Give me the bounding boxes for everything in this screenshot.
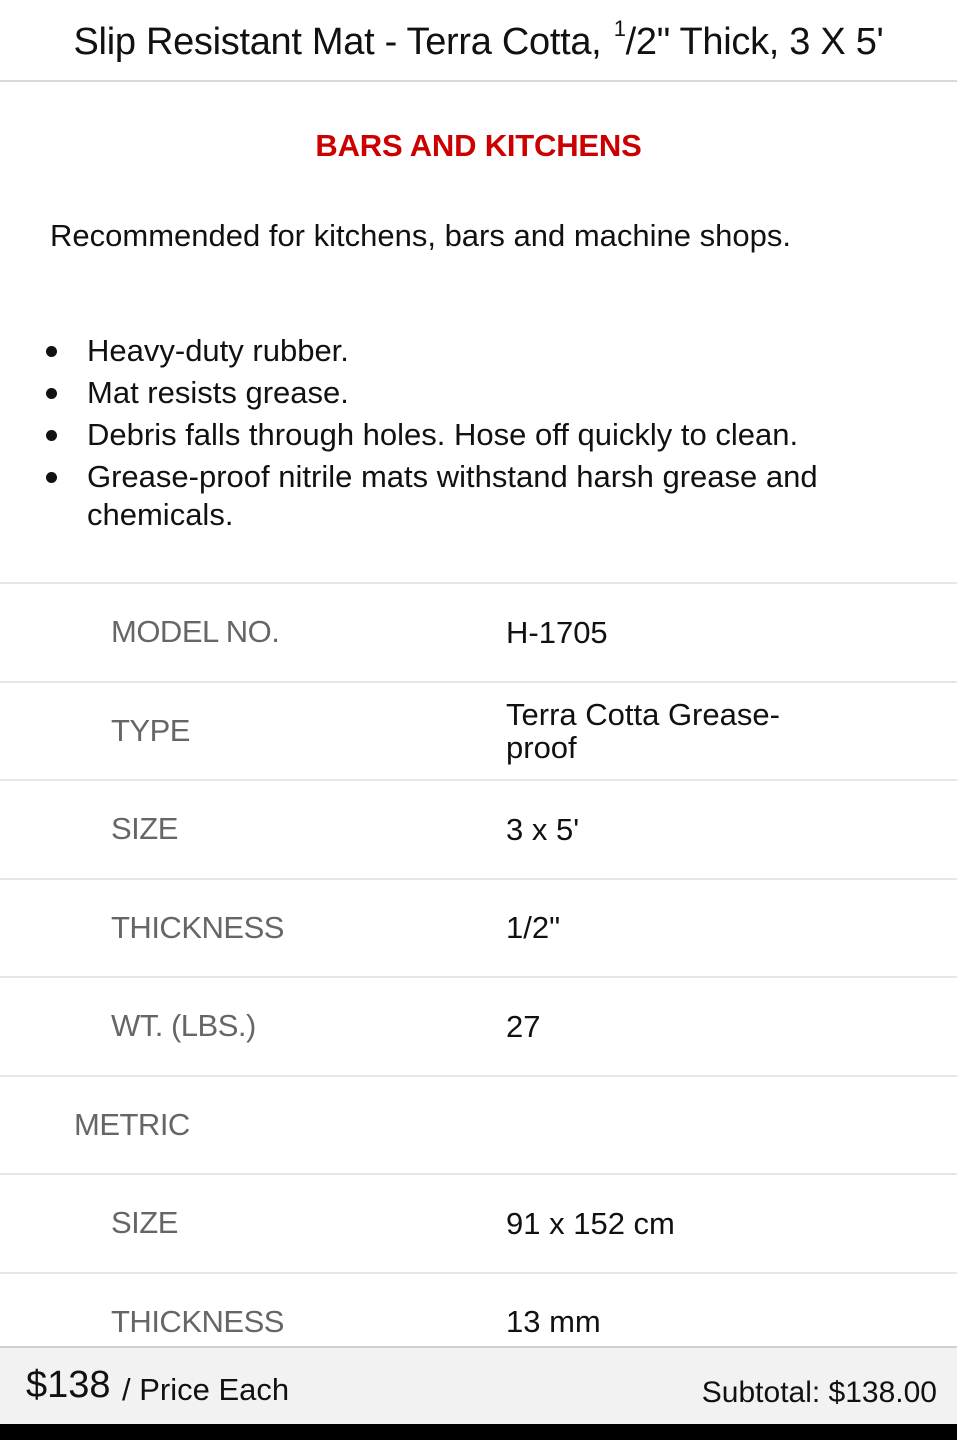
feature-item [46,374,926,412]
subtotal: Subtotal: $138.00 [701,1376,937,1409]
fraction-numerator: 1 [613,16,626,41]
spec-value: H-1705 [506,614,608,650]
spec-label: SIZE [111,1205,178,1241]
spec-row-type [0,681,957,780]
spec-label: THICKNESS [111,1303,284,1339]
spec-row-size [0,779,957,878]
feature-text: Debris falls through holes. Hose off quickly to clean. [87,417,799,452]
spec-row-thickness [0,878,957,977]
spec-section-label: METRIC [74,1106,190,1142]
product-summary: Recommended for kitchens, bars and machine shops. [50,218,791,253]
bullet-icon [46,430,57,441]
title-text: Slip Resistant Mat - Terra Cotta, [73,21,612,63]
bottom-bar [0,1424,957,1440]
spec-label: SIZE [111,811,178,847]
spec-value: 13 mm [506,1304,601,1340]
bullet-icon [46,472,57,483]
bullet-icon [46,346,57,357]
spec-table [0,582,957,1370]
spec-value: Terra Cotta Grease-proof [506,696,780,765]
spec-row-metric-size [0,1173,957,1272]
bullet-icon [46,388,57,399]
spec-row-weight [0,976,957,1075]
spec-value: 1/2" [506,910,561,946]
price-unit: / Price Each [122,1372,290,1407]
title-fraction-rest: /2" Thick, 3 X 5' [625,21,884,63]
feature-text: Grease-proof nitrile mats withstand harsh grease and chemicals. [87,459,818,532]
spec-row-model [0,582,957,681]
price-footer [0,1346,957,1424]
spec-value: 3 x 5' [506,811,580,847]
feature-text: Mat resists grease. [87,375,349,410]
price: $138 [26,1364,111,1406]
spec-label: WT. (LBS.) [111,1008,256,1044]
feature-item [46,458,926,534]
spec-value: 27 [506,1008,541,1044]
category-heading: BARS AND KITCHENS [315,128,642,163]
spec-section-metric [0,1075,957,1174]
product-title [74,16,884,64]
feature-text: Heavy-duty rubber. [87,333,349,368]
spec-label: THICKNESS [111,909,284,945]
feature-list [46,332,926,538]
spec-label: MODEL NO. [111,614,280,650]
feature-item [46,416,926,454]
product-header [0,0,957,82]
spec-label: TYPE [111,712,190,748]
feature-item [46,332,926,370]
spec-value: 91 x 152 cm [506,1205,675,1241]
